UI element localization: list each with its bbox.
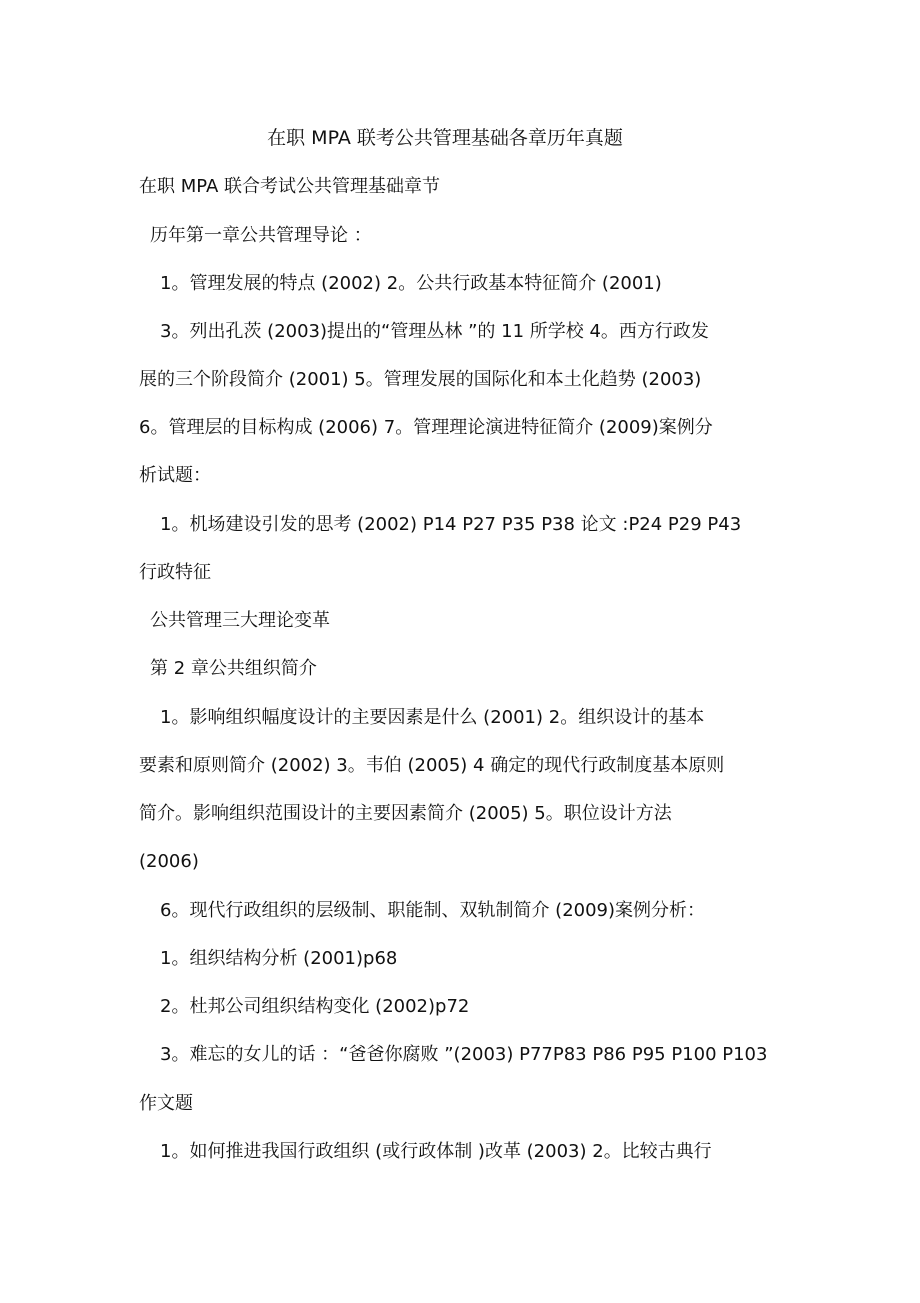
- text-line: 1。影响组织幅度设计的主要因素是什么 (2001) 2。组织设计的基本: [160, 707, 705, 728]
- text-line: 6。现代行政组织的层级制、职能制、双轨制简介 (2009)案例分析：: [160, 900, 706, 921]
- text-line: 展的三个阶段简介 (2001) 5。管理发展的国际化和本土化趋势 (2003): [139, 369, 702, 390]
- text-line: 第 2 章公共组织简介: [150, 658, 317, 679]
- text-line: (2006): [139, 851, 199, 872]
- text-line: 1。如何推进我国行政组织 (或行政体制 )改革 (2003) 2。比较古典行: [160, 1141, 712, 1162]
- document-title: 在职 MPA 联考公共管理基础各章历年真题: [267, 127, 623, 149]
- text-line: 要素和原则简介 (2002) 3。韦伯 (2005) 4 确定的现代行政制度基本原则: [139, 755, 725, 776]
- text-line: 简介。影响组织范围设计的主要因素简介 (2005) 5。职位设计方法: [139, 803, 672, 824]
- text-line: 作文题: [139, 1093, 193, 1114]
- text-line: 公共管理三大理论变革: [150, 610, 330, 631]
- text-line: 1。管理发展的特点 (2002) 2。公共行政基本特征简介 (2001): [160, 273, 662, 294]
- text-line: 3。难忘的女儿的话 ：“爸爸你腐败 ”(2003) P77P83 P86 P95 P100 P103: [160, 1044, 768, 1065]
- text-line: 6。管理层的目标构成 (2006) 7。管理理论演进特征简介 (2009)案例分: [139, 417, 713, 438]
- text-line: 析试题：: [139, 465, 211, 486]
- text-line: 1。机场建设引发的思考 (2002) P14 P27 P35 P38 论文 :P24 P29 P43: [160, 514, 742, 535]
- text-line: 1。组织结构分析 (2001)p68: [160, 948, 398, 969]
- text-line: 在职 MPA 联合考试公共管理基础章节: [139, 176, 440, 197]
- text-line: 3。列出孔茨 (2003)提出的“管理丛林 ”的 11 所学校 4。西方行政发: [160, 321, 709, 342]
- text-line: 2。杜邦公司组织结构变化 (2002)p72: [160, 996, 470, 1017]
- text-line: 行政特征: [139, 562, 211, 583]
- text-line: 历年第一章公共管理导论 ：: [150, 225, 372, 246]
